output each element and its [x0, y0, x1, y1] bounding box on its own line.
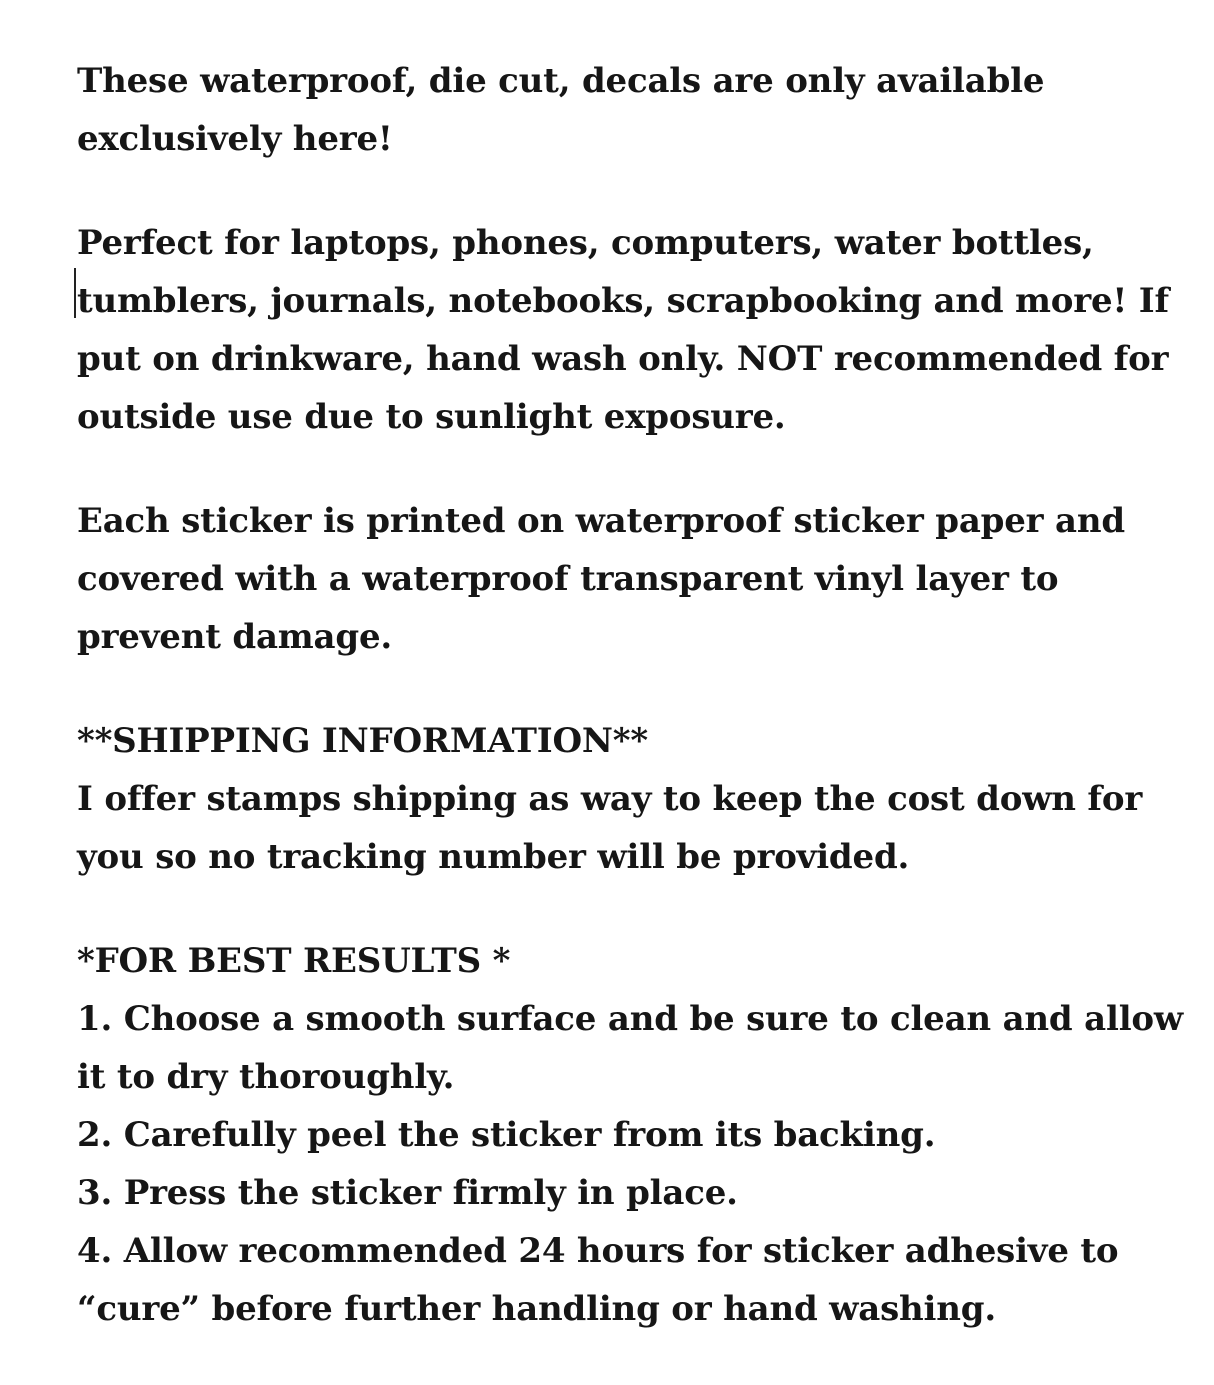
text-line: tumblers, journals, notebooks, scrapbooking and more! If [77, 281, 1169, 321]
shipping-paragraph [77, 712, 1202, 886]
instructions-heading: *FOR BEST RESULTS * [77, 941, 511, 981]
uses-paragraph[interactable] [77, 214, 1202, 446]
document-body [77, 52, 1202, 1384]
text-line: Perfect for laptops, phones, computers, water bottles, [77, 223, 1094, 263]
instruction-step: 2. Carefully peel the sticker from its backing. [77, 1115, 936, 1155]
text-line: I offer stamps shipping as way to keep the cost down for [77, 779, 1143, 819]
instruction-step: 4. Allow recommended 24 hours for sticker adhesive to [77, 1231, 1119, 1271]
instruction-step: 3. Press the sticker firmly in place. [77, 1173, 738, 1213]
text-line: put on drinkware, hand wash only. NOT recommended for [77, 339, 1169, 379]
intro-paragraph [77, 52, 1202, 168]
instruction-step: 1. Choose a smooth surface and be sure to clean and allow [77, 999, 1183, 1039]
text-line: These waterproof, die cut, decals are only available [77, 61, 1045, 101]
text-line: covered with a waterproof transparent vinyl layer to [77, 559, 1059, 599]
text-line: exclusively here! [77, 119, 393, 159]
text-cursor [74, 268, 76, 318]
material-paragraph [77, 492, 1202, 666]
text-line: you so no tracking number will be provided. [77, 837, 910, 877]
text-line: prevent damage. [77, 617, 393, 657]
text-line: Each sticker is printed on waterproof sticker paper and [77, 501, 1125, 541]
shipping-heading: **SHIPPING INFORMATION** [77, 721, 648, 761]
instruction-step: “cure” before further handling or hand washing. [77, 1289, 996, 1329]
text-line: outside use due to sunlight exposure. [77, 397, 786, 437]
instruction-step: it to dry thoroughly. [77, 1057, 455, 1097]
instructions-paragraph [77, 932, 1202, 1338]
